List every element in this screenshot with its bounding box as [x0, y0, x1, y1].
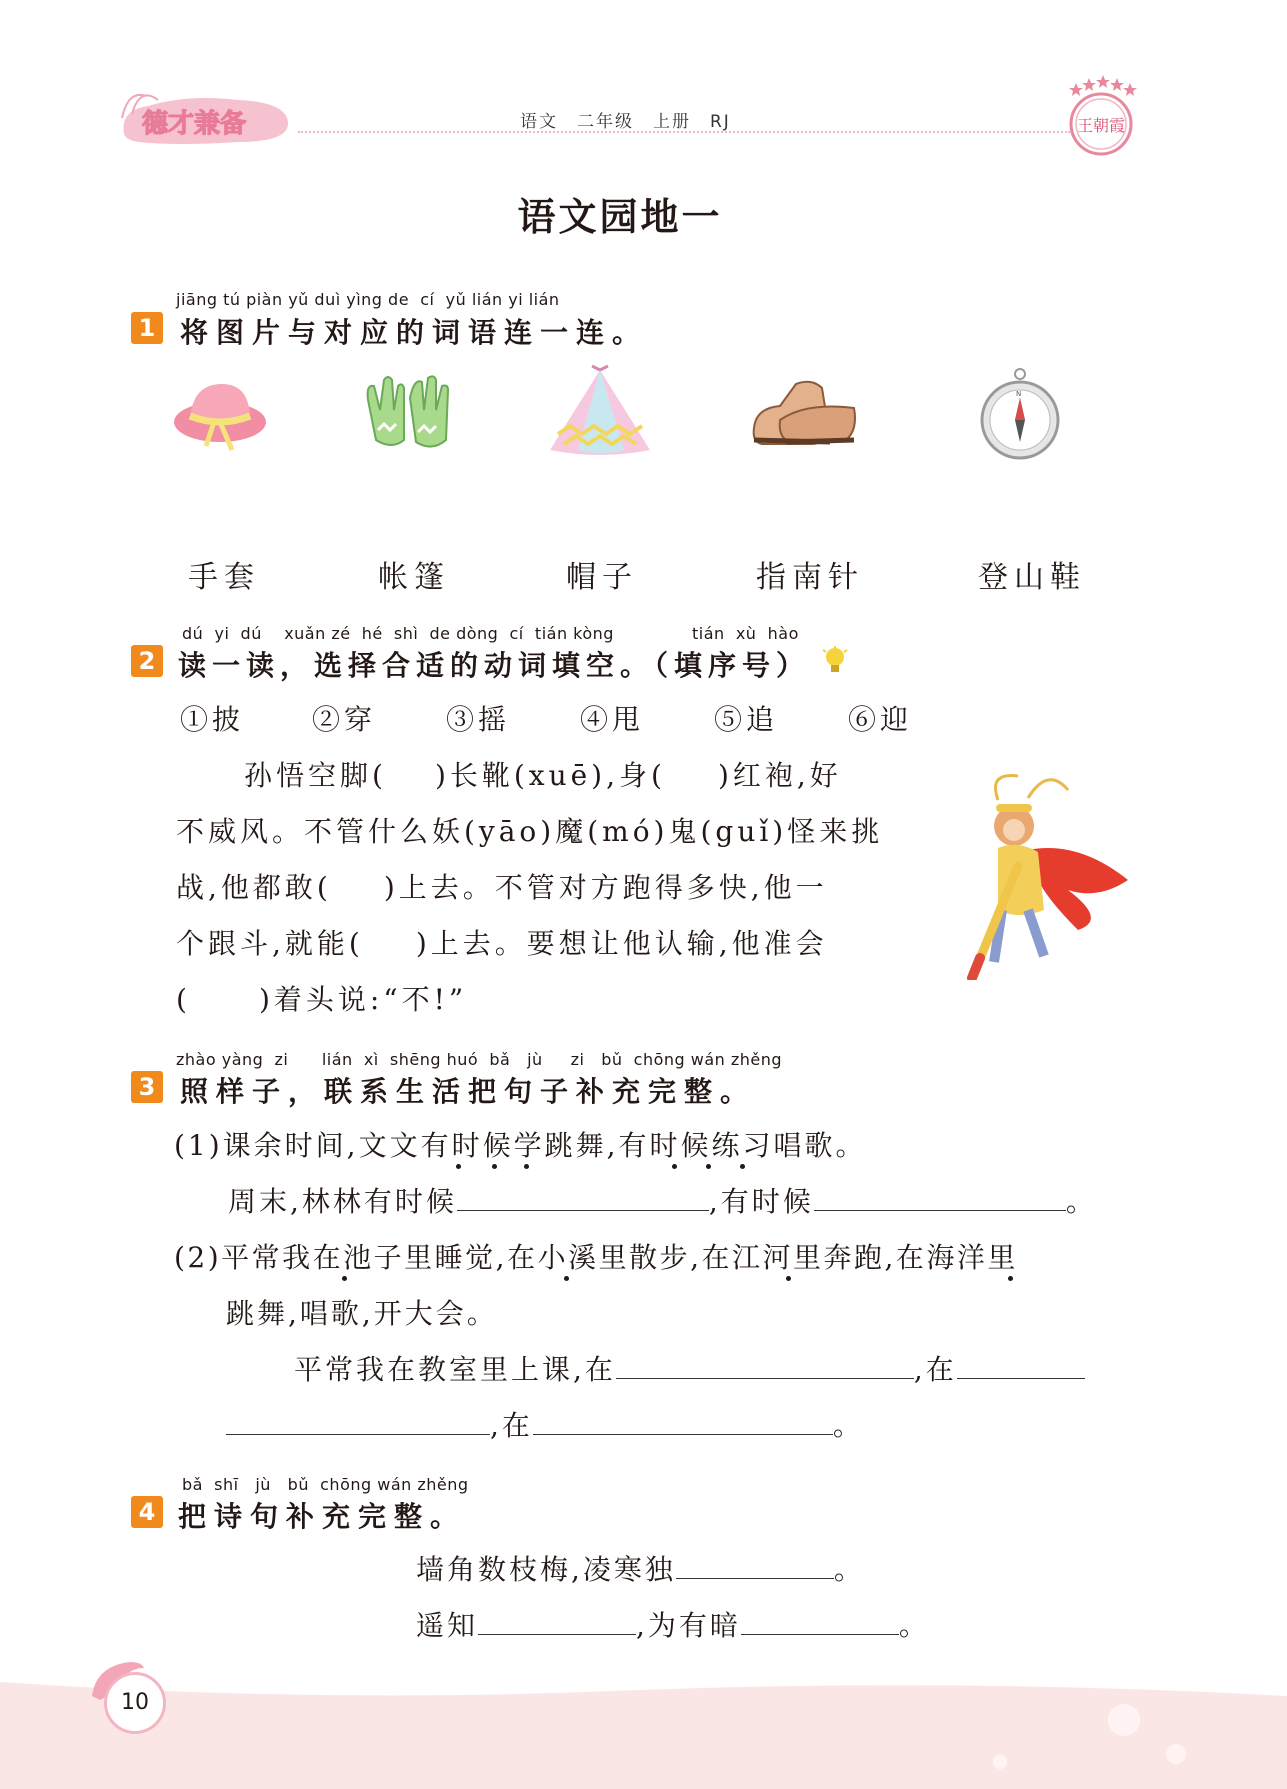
seal-text: 王朝霞 — [1076, 116, 1126, 135]
page-title: 语文园地一 — [517, 195, 723, 239]
q3-prompt: 照样子，联系生活把句子补充完整。 — [180, 1075, 757, 1108]
q2-passage-line5: ( )着头说:“不!” — [176, 983, 468, 1016]
emphasis-dot — [492, 1164, 497, 1169]
q3-answer-blank-2[interactable] — [814, 1210, 1066, 1211]
q1-pinyin: jiāng tú piàn yǔ duì yìng de cí yǔ lián yi lián — [176, 290, 560, 309]
q3-answer-blank-3[interactable] — [616, 1378, 914, 1379]
q3-fill-2-cont: ,在 。 — [226, 1404, 864, 1444]
q2-option-5: ⑤追 — [714, 703, 779, 736]
q2-option-3: ③摇 — [446, 703, 511, 736]
hat-icon — [170, 376, 276, 454]
q3-answer-blank-4[interactable] — [957, 1378, 1085, 1379]
emphasis-dot — [524, 1164, 529, 1169]
q2-prompt: 读一读，选择合适的动词填空。（填序号） — [178, 649, 811, 682]
q4-answer-blank-3[interactable] — [741, 1634, 899, 1635]
q3-pinyin: zhào yàng zi lián xì shēng huó bǎ jù zi bǔ chōng wán zhěng — [176, 1050, 783, 1069]
q3-fill-1: 周末,林林有时候 ,有时候 。 — [228, 1185, 1097, 1218]
q3-answer-blank-5[interactable] — [226, 1434, 490, 1435]
q2-passage-line4: 个跟斗,就能( )上去。要想让他认输,他准会 — [176, 927, 828, 960]
q1-prompt: 将图片与对应的词语连一连。 — [180, 316, 649, 349]
q4-poem-line2: 遥知 ,为有暗 。 — [416, 1609, 930, 1642]
q1-word-3: 帽子 — [566, 560, 638, 595]
emphasis-dot — [740, 1164, 745, 1169]
emphasis-dot — [786, 1276, 791, 1281]
hiking-boots-icon — [750, 378, 860, 454]
footer-decoration — [0, 1682, 1287, 1789]
q1-word-4: 指南针 — [756, 560, 864, 595]
q2-pinyin-hint: tián xù hào — [692, 624, 799, 643]
tent-icon — [544, 364, 656, 460]
page-number: 10 — [104, 1672, 166, 1734]
gloves-icon — [362, 370, 458, 460]
q1-word-2: 帐篷 — [378, 560, 450, 595]
emphasis-dot — [706, 1164, 711, 1169]
emphasis-dot — [1008, 1276, 1013, 1281]
q2-passage-line1: 孙悟空脚( )长靴(xuē),身( )红袍,好 — [244, 759, 842, 792]
lightbulb-icon — [822, 646, 848, 676]
q1-word-1: 手套 — [188, 560, 260, 595]
q4-answer-blank-1[interactable] — [676, 1578, 834, 1579]
emphasis-dot — [342, 1276, 347, 1281]
header-divider — [298, 131, 1070, 133]
q3-answer-blank-6[interactable] — [533, 1434, 833, 1435]
header-subject: 语文 二年级 上册 RJ — [520, 112, 731, 132]
q4-poem-line1: 墙角数枝梅,凌寒独 。 — [416, 1553, 865, 1586]
q3-number: 3 — [131, 1071, 163, 1103]
q4-answer-blank-2[interactable] — [478, 1634, 636, 1635]
author-seal — [1062, 74, 1140, 166]
svg-text:N: N — [1016, 390, 1022, 398]
q4-prompt: 把诗句补充完整。 — [178, 1500, 467, 1533]
monkey-king-illustration — [958, 770, 1134, 980]
q2-option-1: ①披 — [180, 703, 245, 736]
q1-number: 1 — [131, 312, 163, 344]
compass-icon — [978, 366, 1062, 462]
q1-word-5: 登山鞋 — [978, 560, 1086, 595]
q3-answer-blank-1[interactable] — [457, 1210, 709, 1211]
q3-fill-2: 平常我在教室里上课,在 ,在 — [294, 1348, 1085, 1388]
brand-logo — [118, 88, 294, 146]
emphasis-dot — [564, 1276, 569, 1281]
q3-example-2: (2)平常我在池子里睡觉,在小溪里散步,在江河里奔跑,在海洋里 — [174, 1241, 1018, 1274]
emphasis-dot — [672, 1164, 677, 1169]
q4-number: 4 — [131, 1496, 163, 1528]
q2-option-6: ⑥迎 — [848, 703, 913, 736]
q2-option-4: ④甩 — [580, 703, 645, 736]
q2-passage-line3: 战,他都敢( )上去。不管对方跑得多快,他一 — [176, 871, 828, 904]
q2-passage-line2: 不威风。不管什么妖(yāo)魔(mó)鬼(guǐ)怪来挑 — [176, 815, 884, 848]
q2-pinyin: dú yi dú xuǎn zé hé shì de dòng cí tián kòng — [182, 624, 614, 643]
emphasis-dot — [456, 1164, 461, 1169]
q4-pinyin: bǎ shī jù bǔ chōng wán zhěng — [182, 1475, 469, 1494]
q3-example-2-cont: 跳舞,唱歌,开大会。 — [226, 1297, 498, 1330]
q2-number: 2 — [131, 645, 163, 677]
q2-option-2: ②穿 — [312, 703, 377, 736]
logo-text: 德才兼备 — [142, 109, 247, 139]
q3-example-1: (1)课余时间,文文有时候学跳舞,有时候练习唱歌。 — [174, 1129, 867, 1162]
